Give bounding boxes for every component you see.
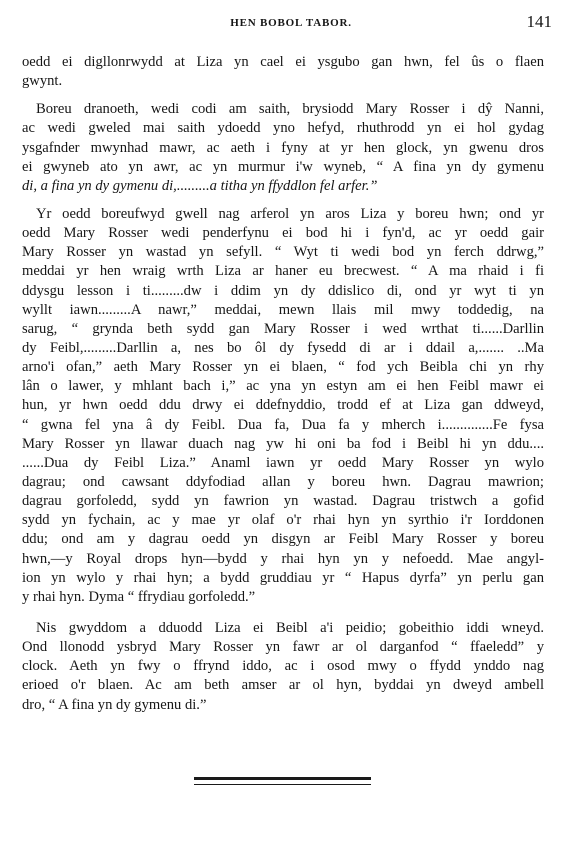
text-line: wyllt iawn.........A nawr,” meddai, mewn llais mil mwy toddedig, na	[22, 301, 544, 318]
paragraph	[22, 100, 544, 196]
body-text	[22, 53, 544, 715]
text-line: ei gwyneb ato yn awr, ac yn murmur i'w wyneb, “ A fina yn dy gymenu	[22, 158, 544, 175]
text-line: Ond llonodd ysbryd Mary Rosser yn fawr ar ol darganfod “ ffaeledd” y	[22, 639, 544, 656]
text-line: dro, “ A fina yn dy gymenu di.”	[22, 696, 207, 713]
text-line: hun, yr hwn oedd ddu drwy ei ddefnyddio, trodd ef at Liza gan ddweyd,	[22, 397, 544, 414]
text-line: erioed o'r blaen. Ac am beth amser ar ol hyn, byddai yn dweyd ambell	[22, 677, 544, 694]
paragraph	[22, 205, 544, 607]
end-rule-thin	[194, 784, 371, 785]
text-line: “ gwna fel yna â dy Feibl. Dua fa, Dua fa y mherch i..............Fe fysa	[22, 416, 544, 433]
paragraph	[22, 619, 544, 715]
text-line: gwynt.	[22, 73, 63, 90]
running-head	[30, 8, 552, 32]
text-line: clock. Aeth yn fwy o ffrynd iddo, ac i osod mwy o ffydd ynddo nag	[22, 658, 544, 675]
text-line: meddai yr hen wraig wrth Liza ar haner eu brecwest. “ A ma rhaid i fi	[22, 263, 544, 280]
text-line: y rhai hyn. Dyma “ ffrydiau gorfoledd.”	[22, 588, 256, 605]
text-line: sydd yn fychain, ac y mae yr olaf o'r rhai hyn yn syrthio i'r Iorddonen	[22, 512, 544, 529]
text-line: oedd Mary Rosser wedi penderfynu ei bod hi i fyn'd, ac yr oedd gair	[22, 225, 544, 242]
text-line: Mary Rosser yn llawar duach nag yw hi oni ba fod i Beibl hi yn ddu....	[22, 435, 544, 452]
text-line: ion yn wylo y rhai hyn; a bydd gruddiau yr “ Hapus dyrfa” yn perlu gan	[22, 569, 544, 586]
text-line: ddysgu lesson i ti.........dw i ddim yn dy ddislico di, ond yr wyt ti yn	[22, 282, 544, 299]
text-line: ysgafnder mwynhad mawr, ac aeth i fyny at yr hen glock, yn gwenu dros	[22, 139, 544, 156]
running-title: HEN BOBOL TABOR.	[230, 17, 352, 29]
text-line: hwn,—y Royal drops hyn—bydd y rhai hyn yn y nefoedd. Mae angyl-	[22, 550, 544, 567]
text-line: oedd ei digllonrwydd at Liza yn cael ei ysgubo gan hwn, fel ûs o flaen	[22, 54, 544, 70]
text-line: Yr oedd boreufwyd gwell nag arferol yn aros Liza y boreu hwn; ond yr	[36, 205, 544, 222]
text-line: dagrau gorfoledd, sydd yn fawrion yn wastad. Dagrau tristwch a gofid	[22, 493, 544, 510]
text-line: ac wedi gweled mai saith ydoedd yno hefyd, rhuthrodd yn ei hol gydag	[22, 120, 544, 137]
text-line: di, a fina yn dy gymenu di,.........a titha yn ffyddlon fel arfer.”	[22, 177, 378, 194]
text-line: arno'i ofan,” aeth Mary Rosser yn ei blaen, “ fod ych Beibla chi yn rhy	[22, 359, 544, 376]
end-rule-thick	[194, 777, 371, 780]
text-line: Nis gwyddom a dduodd Liza ei Beibl a'i peidio; gobeithio iddi wneyd.	[36, 619, 544, 636]
text-line: lân o lawer, y mhlant bach i,” ac yna yn estyn am ei hen Feibl mawr ei	[22, 378, 544, 395]
text-line: ......Dua dy Feibl Liza.” Anaml iawn yr oedd Mary Rosser yn wylo	[22, 454, 544, 471]
text-line: dy Feibl,.........Darllin a, nes bo ôl dy fysedd di ar i ddail a,....... ..Ma	[22, 339, 544, 356]
page-number: 141	[526, 12, 552, 31]
text-line: ddu; ond am y dagrau oedd yn disgyn ar Feibl Mary Rosser y boreu	[22, 531, 544, 548]
text-line: sarug, “ grynda beth sydd gan Mary Rosser i wed wrthat ti......Darllin	[22, 320, 544, 337]
text-line: Mary Rosser yn wastad yn sefyll. “ Wyt ti wedi bod yn ferch ddrwg,”	[22, 244, 544, 261]
paragraph	[22, 53, 544, 91]
text-line: Boreu dranoeth, wedi codi am saith, brysiodd Mary Rosser i dŷ Nanni,	[36, 101, 544, 118]
text-line: dagrau; ond cawsant ddyfodiad allan y boreu hwn. Dagrau mawrion;	[22, 473, 544, 490]
